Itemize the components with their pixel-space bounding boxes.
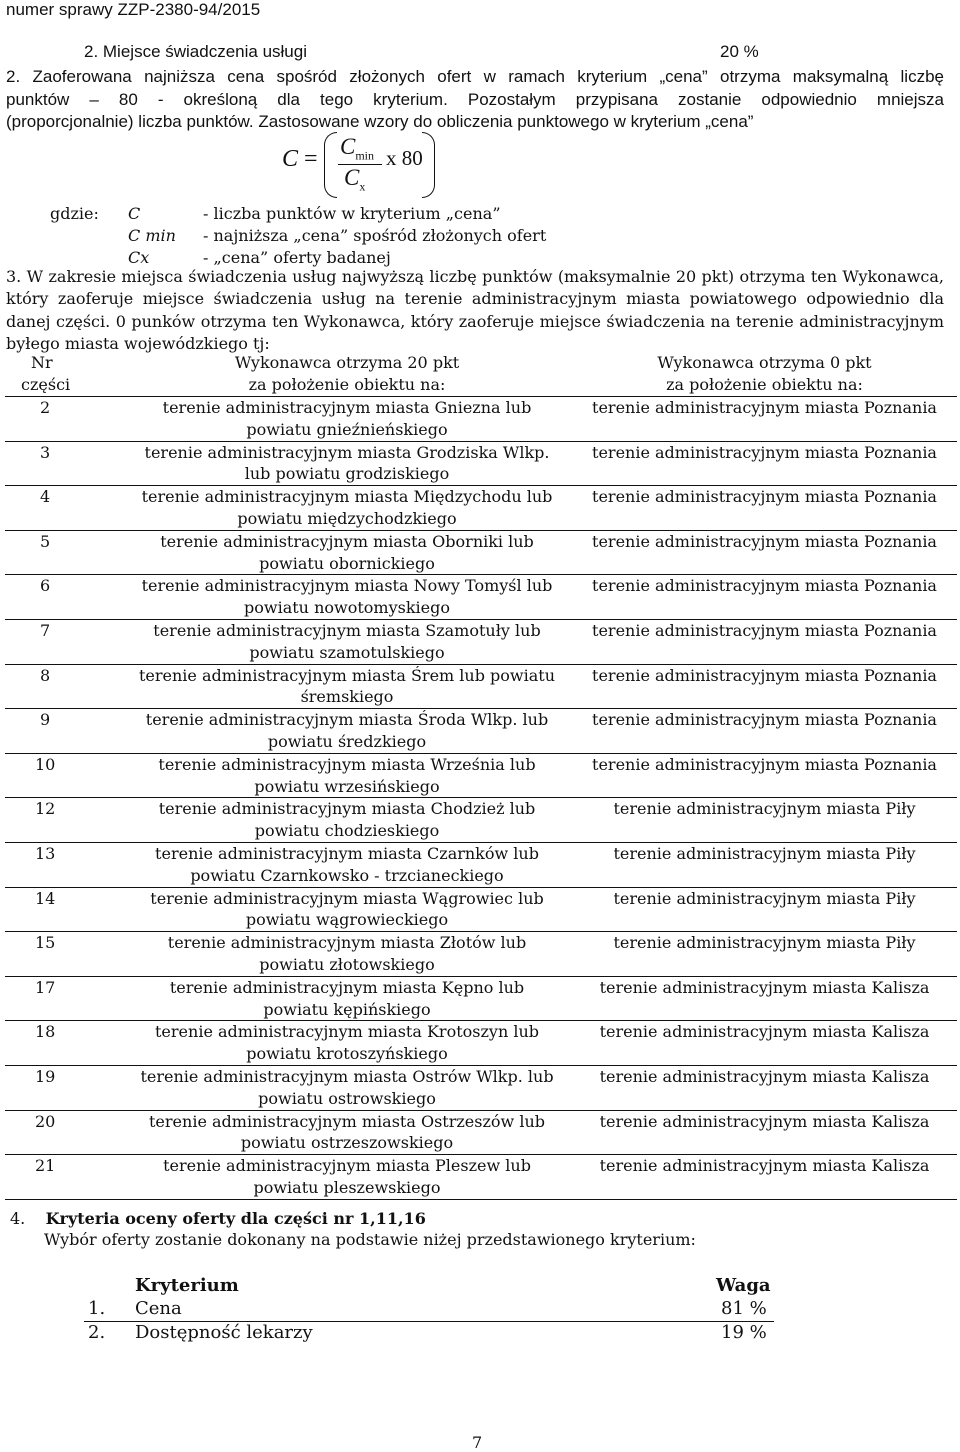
section2-line3: (proporcjonalnie) liczba punktów. [6, 112, 254, 131]
table-row [5, 1110, 957, 1155]
location-20pkt [122, 397, 572, 442]
table-row [5, 976, 957, 1021]
location-20pkt-line2: powiatu ostrzeszowskiego [240, 1133, 454, 1153]
location-20pkt-line2: powiatu średzkiego [267, 731, 427, 751]
formula-numerator [340, 134, 374, 164]
header-nr-line1: Nr [31, 353, 53, 372]
section3-paragraph: 3. W zakresie miejsca świadczenia usług najwyższą liczbę punktów (maksymalnie 20 pkt) otrzyma ten Wykonawca, który zaoferuje miejsce świadczenia usług na terenie administracyjnym miasta powiatowego odpowiednio dla danej części. 0 punków otrzyma ten Wykonawca, który zaoferuje miejsce świadczenia na terenie administracyjnym byłego miasta wojewódzkiego tj: [6, 267, 944, 353]
location-20pkt [122, 1110, 572, 1155]
location-20pkt [122, 1065, 572, 1110]
location-20pkt [122, 932, 572, 977]
location-20pkt-line2: powiatu kępińskiego [263, 999, 431, 1019]
location-20pkt [122, 530, 572, 575]
part-number: 3 [5, 441, 122, 486]
criteria-header-weight: Waga [716, 1275, 771, 1296]
location-0pkt: terenie administracyjnym miasta Poznania [572, 441, 957, 486]
header-0pkt-line1: Wykonawca otrzyma 0 pkt [657, 353, 872, 372]
location-20pkt-line1: terenie administracyjnym miasta Wągrowiec lub [150, 888, 544, 908]
part-number: 20 [5, 1110, 122, 1155]
table-header-row [5, 352, 957, 397]
header-nr [5, 352, 122, 397]
location-20pkt [122, 753, 572, 798]
location-0pkt: terenie administracyjnym miasta Poznania [572, 575, 957, 620]
header-0pkt-line2: za położenie obiektu na: [666, 374, 863, 394]
location-20pkt-line1: terenie administracyjnym miasta Szamotuły lub [153, 620, 541, 640]
location-20pkt-line2: powiatu złotowskiego [259, 954, 435, 974]
part-number: 17 [5, 976, 122, 1021]
location-20pkt-line2: powiatu wrzesińskiego [254, 776, 440, 796]
location-20pkt-line2: lub powiatu grodziskiego [244, 464, 450, 484]
location-20pkt-line1: terenie administracyjnym miasta Chodzież lub [158, 799, 536, 819]
location-20pkt-line2: powiatu wągrowieckiego [245, 910, 449, 930]
legend-desc: - „cena” oferty badanej [203, 248, 391, 267]
location-20pkt [122, 441, 572, 486]
location-20pkt [122, 619, 572, 664]
section4-title: Kryteria oceny oferty dla części nr 1,11,16 [45, 1209, 426, 1228]
legend-label: gdzie: [50, 204, 99, 223]
location-0pkt: terenie administracyjnym miasta Kalisza [572, 1021, 957, 1066]
location-0pkt: terenie administracyjnym miasta Kalisza [572, 976, 957, 1021]
criteria-num: 2. [88, 1322, 106, 1343]
legend-desc: - najniższa „cena” spośród złożonych ofert [203, 226, 547, 245]
criteria-header-name: Kryterium [135, 1275, 239, 1296]
location-20pkt-line2: powiatu Czarnkowsko - trzcianeckiego [190, 865, 504, 885]
location-20pkt-line1: terenie administracyjnym miasta Czarnków lub [155, 843, 539, 863]
table-row [5, 619, 957, 664]
location-20pkt-line1: terenie administracyjnym miasta Krotoszyn lub [155, 1022, 539, 1042]
location-20pkt-line1: terenie administracyjnym miasta Gniezna lub [162, 398, 532, 417]
criteria-name: Dostępność lekarzy [135, 1322, 313, 1343]
location-0pkt: terenie administracyjnym miasta Poznania [572, 753, 957, 798]
legend-item [0, 204, 960, 226]
location-20pkt-line1: terenie administracyjnym miasta Ostrzeszów lub [149, 1111, 545, 1131]
legend-key: Cx [128, 248, 150, 267]
part-number: 7 [5, 619, 122, 664]
location-0pkt: terenie administracyjnym miasta Kalisza [572, 1110, 957, 1155]
table-row [5, 575, 957, 620]
parts-table [5, 352, 957, 1200]
location-20pkt-line1: terenie administracyjnym miasta Nowy Tomyśl lub [141, 576, 553, 596]
part-number: 14 [5, 887, 122, 932]
location-0pkt: terenie administracyjnym miasta Piły [572, 932, 957, 977]
location-20pkt [122, 486, 572, 531]
table-row [5, 1065, 957, 1110]
legend-item [0, 226, 960, 248]
location-0pkt: terenie administracyjnym miasta Piły [572, 798, 957, 843]
formula-denominator-sub: x [359, 179, 366, 194]
location-0pkt: terenie administracyjnym miasta Poznania [572, 709, 957, 754]
points-formula [282, 132, 462, 200]
table-row [5, 486, 957, 531]
location-20pkt-line2: powiatu krotoszyńskiego [246, 1044, 448, 1064]
location-20pkt-line1: terenie administracyjnym miasta Oborniki lub [160, 531, 534, 551]
formula-numerator-sub: min [355, 148, 375, 163]
legend-key: C min [128, 226, 176, 245]
part-number: 8 [5, 664, 122, 709]
table-row [5, 664, 957, 709]
location-20pkt [122, 1021, 572, 1066]
section4-subtext: Wybór oferty zostanie dokonany na podstawie niżej przedstawionego kryterium: [44, 1230, 696, 1249]
table-row [5, 1155, 957, 1200]
section4-number: 4. [10, 1209, 26, 1228]
formula-left-paren [324, 132, 337, 198]
table-row [5, 753, 957, 798]
location-0pkt: terenie administracyjnym miasta Piły [572, 842, 957, 887]
location-20pkt-line1: terenie administracyjnym miasta Międzychodu lub [141, 487, 553, 507]
header-20pkt-line2: za położenie obiektu na: [248, 374, 446, 394]
location-0pkt: terenie administracyjnym miasta Poznania [572, 397, 957, 442]
formula-right-paren [422, 132, 435, 198]
location-0pkt: terenie administracyjnym miasta Poznania [572, 664, 957, 709]
location-20pkt-line1: terenie administracyjnym miasta Pleszew lub [163, 1156, 531, 1176]
formula-denominator-symbol: C [344, 165, 360, 190]
part-number: 6 [5, 575, 122, 620]
location-20pkt [122, 709, 572, 754]
location-20pkt-line2: powiatu międzychodzkiego [237, 508, 457, 528]
formula-equals: = [304, 146, 318, 172]
part-number: 2 [5, 397, 122, 442]
location-0pkt: terenie administracyjnym miasta Poznania [572, 530, 957, 575]
table-row [5, 842, 957, 887]
location-20pkt-line2: powiatu pleszewskiego [253, 1177, 441, 1197]
section2-line1: 2. Zaoferowana najniższa cena spośród złożonych ofert w ramach kryterium „cena” otrzyma maksymalną liczbę [6, 67, 944, 86]
location-0pkt: terenie administracyjnym miasta Kalisza [572, 1065, 957, 1110]
table-row [5, 530, 957, 575]
table-row [5, 1021, 957, 1066]
location-20pkt-line2: śremskiego [300, 687, 394, 707]
section2-title: 2. Miejsce świadczenia usługi [84, 42, 307, 61]
location-20pkt [122, 887, 572, 932]
section2-line3b: Zastosowane wzory do obliczenia punktowego w kryterium „cena” [253, 112, 754, 131]
section2-paragraph [6, 66, 944, 134]
formula-multiplier: x 80 [386, 146, 423, 170]
table-row [5, 397, 957, 442]
location-20pkt [122, 664, 572, 709]
location-20pkt-line1: terenie administracyjnym miasta Grodziska Wlkp. [144, 442, 550, 462]
location-20pkt-line1: terenie administracyjnym miasta Śrem lub powiatu [138, 665, 555, 685]
location-20pkt [122, 976, 572, 1021]
table-body [5, 397, 957, 1200]
part-number: 15 [5, 932, 122, 977]
case-number: numer sprawy ZZP-2380-94/2015 [6, 0, 261, 19]
table-row [5, 932, 957, 977]
location-20pkt-line2: powiatu obornickiego [259, 553, 435, 573]
part-number: 9 [5, 709, 122, 754]
section2-line2: punktów – 80 - określoną dla tego kryterium. Pozostałym przypisana zostanie odpowiednio mniejsza [6, 89, 944, 109]
part-number: 5 [5, 530, 122, 575]
table-row [5, 441, 957, 486]
criteria-num: 1. [88, 1298, 106, 1319]
table-row [5, 798, 957, 843]
formula-lhs: C [282, 146, 299, 172]
location-20pkt-line2: powiatu szamotulskiego [249, 642, 445, 662]
header-nr-line2: części [21, 374, 71, 394]
legend-key: C [128, 204, 141, 223]
section2-weight: 20 % [720, 42, 759, 61]
section4-heading [10, 1209, 426, 1228]
location-0pkt: terenie administracyjnym miasta Piły [572, 887, 957, 932]
location-0pkt: terenie administracyjnym miasta Kalisza [572, 1155, 957, 1200]
part-number: 12 [5, 798, 122, 843]
part-number: 10 [5, 753, 122, 798]
part-number: 21 [5, 1155, 122, 1200]
header-20pkt-line1: Wykonawca otrzyma 20 pkt [234, 353, 460, 372]
location-20pkt-line1: terenie administracyjnym miasta Września lub [158, 754, 536, 774]
location-20pkt-line1: terenie administracyjnym miasta Ostrów Wlkp. lub [140, 1066, 554, 1086]
location-20pkt-line2: powiatu ostrowskiego [258, 1088, 436, 1108]
location-0pkt: terenie administracyjnym miasta Poznania [572, 486, 957, 531]
location-20pkt [122, 575, 572, 620]
header-0pkt [572, 352, 957, 397]
table-row [5, 887, 957, 932]
part-number: 19 [5, 1065, 122, 1110]
location-20pkt [122, 798, 572, 843]
location-20pkt-line2: powiatu chodzieskiego [254, 821, 440, 841]
location-20pkt [122, 1155, 572, 1200]
location-20pkt-line2: powiatu gnieźnieńskiego [246, 419, 448, 439]
part-number: 4 [5, 486, 122, 531]
location-20pkt-line1: terenie administracyjnym miasta Kępno lub [169, 977, 525, 997]
criteria-name: Cena [135, 1298, 182, 1319]
formula-numerator-symbol: C [340, 134, 356, 159]
page-number: 7 [472, 1433, 483, 1452]
table-row [5, 709, 957, 754]
header-20pkt [122, 352, 572, 397]
location-20pkt-line1: terenie administracyjnym miasta Środa Wlkp. lub [145, 710, 549, 730]
part-number: 13 [5, 842, 122, 887]
legend-desc: - liczba punktów w kryterium „cena” [203, 204, 501, 223]
location-20pkt-line2: powiatu nowotomyskiego [244, 598, 450, 618]
criteria-weight: 81 % [721, 1298, 767, 1319]
location-20pkt [122, 842, 572, 887]
location-0pkt: terenie administracyjnym miasta Poznania [572, 619, 957, 664]
part-number: 18 [5, 1021, 122, 1066]
location-20pkt-line1: terenie administracyjnym miasta Złotów lub [167, 933, 527, 953]
formula-denominator [344, 165, 365, 195]
criteria-weight: 19 % [721, 1322, 767, 1343]
